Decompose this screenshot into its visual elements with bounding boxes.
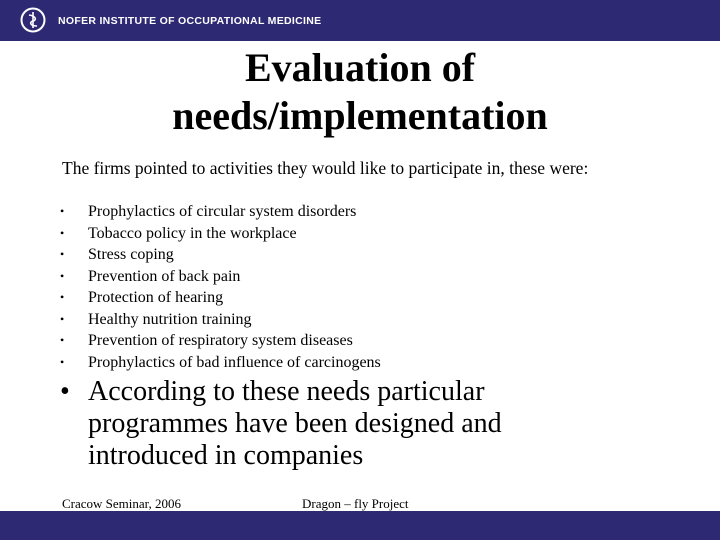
- list-item-label: Stress coping: [88, 246, 174, 263]
- list-item-label: Protection of hearing: [88, 289, 224, 306]
- slide-title-line-1: Evaluation of: [244, 45, 476, 90]
- bullet-icon: •: [60, 268, 65, 283]
- footer-project: Dragon – fly Project: [302, 496, 409, 511]
- bullet-icon: •: [60, 290, 65, 304]
- intro-text: The firms pointed to activities they would like to participate in, these were:: [62, 158, 589, 178]
- bullet-icon: •: [60, 354, 65, 369]
- list-item-label: Prevention of respiratory system diseases: [88, 332, 353, 349]
- bullet-icon: •: [60, 311, 65, 326]
- slide-title-line-2: needs/implementation: [172, 93, 548, 138]
- list-item-label: Prophylactics of bad influence of carcinogens: [88, 353, 381, 371]
- bullet-icon: •: [60, 225, 65, 240]
- footer-seminar: Cracow Seminar, 2006: [62, 496, 181, 511]
- bullet-icon: •: [60, 247, 65, 261]
- bullet-icon: •: [60, 204, 65, 218]
- list-item-label: Prevention of back pain: [88, 267, 241, 285]
- bullet-icon: •: [60, 376, 70, 407]
- footer-bar: [0, 511, 720, 540]
- header-bar: [0, 0, 720, 41]
- main-point-text: According to these needs particular programmes have been designed and introduced in companies: [88, 376, 502, 471]
- bullet-icon: •: [60, 333, 65, 347]
- institute-name: NOFER INSTITUTE OF OCCUPATIONAL MEDICINE: [58, 15, 322, 27]
- list-item-label: Prophylactics of circular system disorders: [88, 203, 357, 220]
- list-item-label: Healthy nutrition training: [88, 310, 252, 328]
- list-item-label: Tobacco policy in the workplace: [88, 224, 297, 242]
- slide-title: [0, 44, 720, 140]
- institute-logo-icon: [20, 7, 46, 33]
